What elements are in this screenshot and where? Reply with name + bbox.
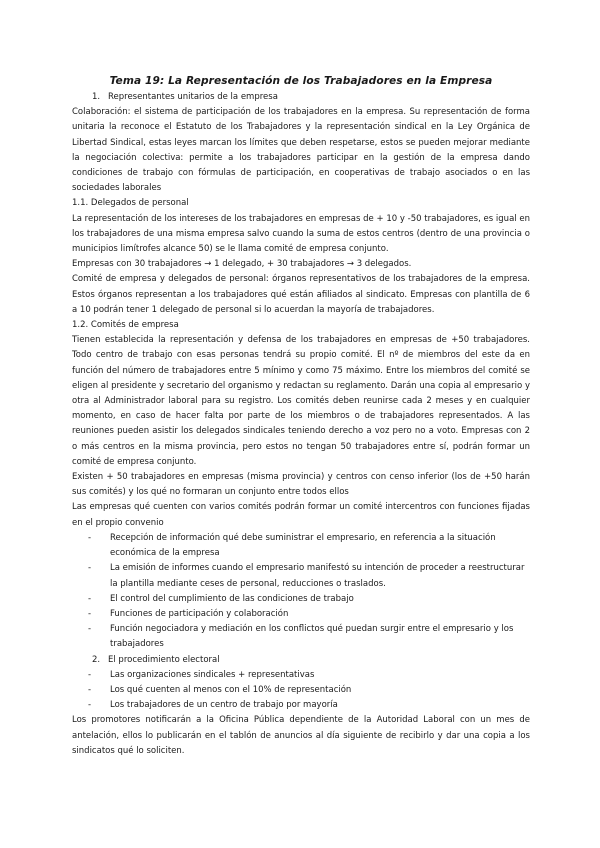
list-item-text: Las organizaciones sindicales + representativas [110,669,315,680]
paragraph-varios-comites: Las empresas qué cuenten con varios comités podrán formar un comité intercentros con funciones fijadas en el propio convenio [72,502,530,528]
bullet-dash: - [88,700,92,711]
paragraph-comite-delegados: Comité de empresa y delegados de personal: órganos representativos de los trabajadores de la empresa. Estos órganos representan a los trabajadores qué están afiliados al sindicato. Empresas con plantilla de 6 a 10 podrán tener 1 delegado de personal si lo acuerdan la mayoría de trabajadores. [72,274,530,315]
document-title: Tema 19: La Representación de los Trabajadores en la Empresa [109,75,493,87]
list-item [72,683,530,698]
paragraph-empresas-30: Empresas con 30 trabajadores → 1 delegado, + 30 trabajadores → 3 delegados. [72,259,412,270]
list-item-text: El control del cumplimiento de las condiciones de trabajo [110,593,354,604]
list-item-text: Recepción de información qué debe suministrar el empresario, en referencia a la situación económica de la empresa [110,532,496,559]
section-2-label: El procedimiento electoral [108,654,220,665]
paragraph-existen: Existen + 50 trabajadores en empresas (misma provincia) y centros con censo inferior (los de +50 harán sus comités) y los qué no formaran un conjunto entre todos ellos [72,472,530,498]
section-1-heading [72,90,530,105]
list-item [72,592,530,607]
list-item [72,531,530,561]
list-item [72,622,530,652]
section-2-number: 2. [92,654,101,665]
bullet-dash: - [88,593,92,604]
list-item-text: Funciones de participación y colaboración [110,608,289,619]
section-1-label: Representantes unitarios de la empresa [108,92,278,102]
section-2-heading [72,653,530,668]
list-item [72,561,530,591]
bullet-dash: - [88,669,92,680]
list-item [72,698,530,713]
promotores-list [72,668,530,714]
bullet-dash: - [88,684,92,695]
paragraph-comites: Tienen establecida la representación y defensa de los trabajadores en empresas de +50 trabajadores. Todo centro de trabajo con esas personas tendrá su propio comité. El nº de miembros del este da en función del número de trabajadores entre 5 mínimo y como 75 máximo. Entre los miembros del comité se eligen al presidente y secretario del organismo y redactan su reglamento. Darán una copia al empresario y otra al Administrador laboral para su registro. Los comités deben reunirse cada 2 meses y en cualquier momento, en caso de hacer falta por parte de los miembros o de trabajadores representados. A las reuniones pueden asistir los delegados sindicales teniendo derecho a voz pero no a voto. Empresas con 2 o más centros en la misma provincia, pero estos no tengan 50 trabajadores entre sí, podrán formar un comité de empresa conjunto. [72,335,530,467]
paragraph-colaboracion: Colaboración: el sistema de participación de los trabajadores en la empresa. Su representación de forma unitaria la reconoce el Estatuto de los Trabajadores y la representación sindical en la Ley Orgánica de Libertad Sindical, estas leyes marcan los límites que deben respetarse, estos se pueden mejorar mediante la negociación colectiva: permite a los trabajadores participar en la gestión de la empresa dando condiciones de trabajo con fórmulas de participación, en cooperativas de trabajo asociados o en las sociedades laborales [72,107,530,194]
list-item-text: La emisión de informes cuando el empresario manifestó su intención de proceder a reestructurar la plantilla mediante ceses de personal, reducciones o traslados. [110,563,525,589]
list-item [72,607,530,622]
bullet-dash: - [88,624,92,635]
list-item [72,668,530,683]
subheading-delegados: 1.1. Delegados de personal [72,198,189,209]
list-item-text: Función negociadora y mediación en los conflictos qué puedan surgir entre el empresario y los trabajadores [110,624,514,650]
bullet-dash: - [88,563,92,574]
list-item-text: Los qué cuenten al menos con el 10% de representación [110,684,352,695]
list-item-text: Los trabajadores de un centro de trabajo por mayoría [110,700,338,711]
bullet-dash: - [88,532,92,543]
section-1-number: 1. [92,92,101,102]
bullet-dash: - [88,608,92,619]
funciones-list [72,531,530,653]
subheading-comites: 1.2. Comités de empresa [72,320,179,331]
paragraph-promotores: Los promotores notificarán a la Oficina Pública dependiente de la Autoridad Laboral con un mes de antelación, ellos lo publicarán en el tablón de anuncios al día siguiente de recibirlo y dar una copia a los sindicatos qué lo soliciten. [72,715,530,756]
paragraph-delegados: La representación de los intereses de los trabajadores en empresas de + 10 y -50 trabajadores, es igual en los trabajadores de una misma empresa salvo cuando la suma de estos centros (dentro de una provincia o municipios limítrofes alcance 50) se le llama comité de empresa conjunto. [72,213,530,255]
